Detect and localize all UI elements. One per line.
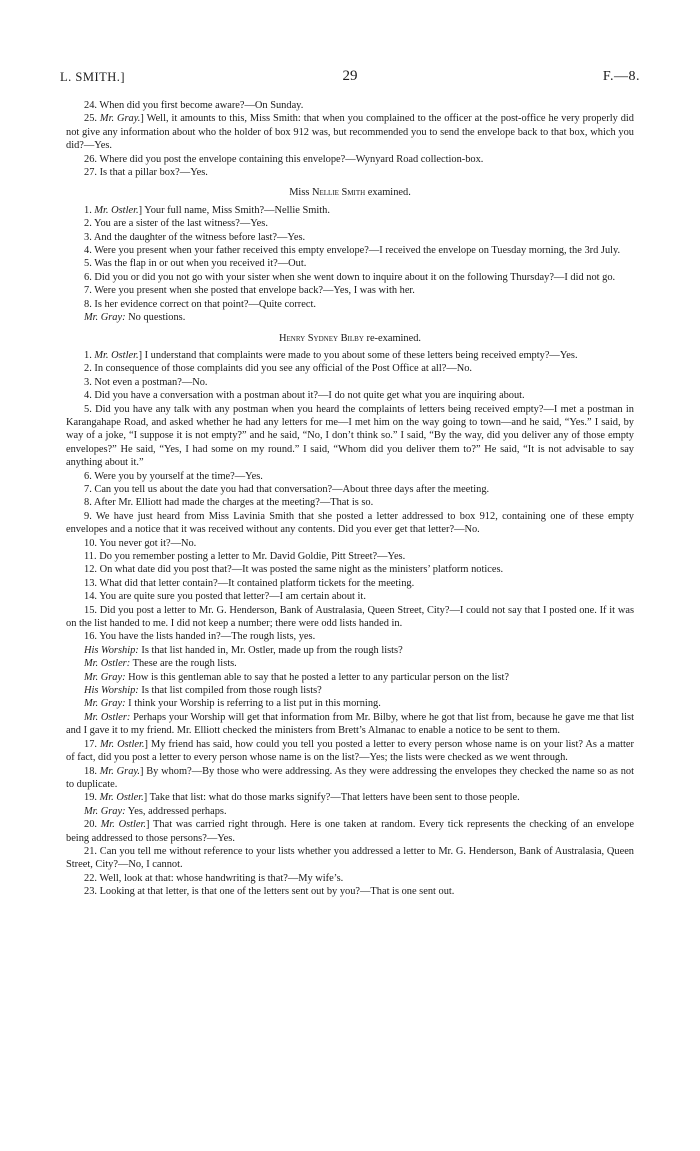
question-6: 6. Did you or did you not go with your sister when she went down to inquire about it on the following Thursday?—I did not go. — [84, 271, 616, 283]
question-16: 16. You have the lists handed in?—The rough lists, yes. — [84, 631, 316, 643]
interjection-text: No questions. — [125, 312, 186, 324]
question-11: 11. Do you remember posting a letter to Mr. David Goldie, Pitt Street?—Yes. — [84, 551, 406, 562]
speaker: Mr. Ostler: — [84, 658, 131, 670]
question-text: ] I understand that complaints were made to you about some of these letters being received empty?—Yes. — [138, 349, 578, 361]
heading-suffix: re-examined. — [363, 332, 422, 344]
question-text: ] That was carried right through. Here is one taken at random. Every tick represents the checking of an envelope being addressed to those persons?—Yes. — [66, 819, 634, 844]
speaker: Mr. Ostler. — [94, 204, 139, 216]
interjection-text: I think your Worship is referring to a list put in this morning. — [125, 698, 381, 710]
interjection-text: Yes, addressed perhaps. — [125, 805, 227, 817]
question-number: 1. — [84, 204, 95, 216]
question-text: ] Well, it amounts to this, Miss Smith: that when you complained to the officer at the post-office he very properly did not give any information about who the holder of box 912 was, but recommended you to send the envelope back to that box, which you did?—Yes. — [66, 113, 634, 152]
speaker: Mr. Gray. — [99, 113, 141, 125]
speaker: Mr. Ostler: — [84, 711, 131, 723]
question-24: 24. When did you first become aware?—On Sunday. — [84, 100, 304, 111]
speaker: Mr. Ostler. — [100, 819, 147, 831]
question-17 — [66, 738, 634, 765]
interjection-text: Is that list compiled from those rough lists? — [138, 685, 322, 697]
speaker: Mr. Gray: — [84, 312, 126, 324]
question-15: 15. Did you post a letter to Mr. G. Henderson, Bank of Australasia, Queen Street, City?—I could not say that I posted one. If it was on the list handed to me. I did not keep a number; there were odd lists handed in. — [66, 604, 634, 630]
question-number: 17. — [84, 738, 100, 750]
interjection — [66, 805, 634, 818]
question-1 — [66, 349, 634, 362]
interjection-text: Perhaps your Worship will get that information from Mr. Bilby, where he got that list from, because he gave me that list and I gave it to my friend. Mr. Elliott checked the ministers from Brett’s Almanac to enable a notice to be sent to them. — [66, 711, 634, 737]
question-26: 26. Where did you post the envelope containing this envelope?—Wynyard Road collection-box. — [84, 153, 484, 165]
question-20 — [66, 818, 634, 845]
question-27: 27. Is that a pillar box?—Yes. — [84, 167, 208, 179]
interjection — [66, 311, 634, 324]
page-header — [60, 70, 640, 92]
question-23: 23. Looking at that letter, is that one of the letters sent out by you?—That is one sent out. — [84, 886, 455, 898]
section-heading-henry-sydney-bilby — [66, 332, 634, 345]
question-text: ] Take that list: what do those marks signify?—That letters have been sent to those people. — [143, 792, 520, 804]
question-10: 10. You never got it?—No. — [84, 537, 197, 549]
question-7: 7. Can you tell us about the date you had that conversation?—About three days after the meeting. — [84, 483, 490, 495]
page-body — [66, 99, 634, 899]
heading-suffix: examined. — [365, 187, 411, 199]
speaker: Mr. Gray: — [84, 698, 126, 710]
speaker: Mr. Ostler. — [99, 792, 144, 804]
interjection — [66, 657, 634, 670]
question-number: 19. — [84, 792, 100, 804]
speaker: Mr. Ostler. — [99, 738, 145, 750]
question-3: 3. Not even a postman?—No. — [84, 376, 208, 388]
question-13: 13. What did that letter contain?—It contained platform tickets for the meeting. — [84, 577, 415, 589]
question-25 — [66, 112, 634, 152]
question-number: 1. — [84, 349, 95, 361]
question-14: 14. You are quite sure you posted that letter?—I am certain about it. — [84, 591, 366, 603]
page-number: 29 — [342, 68, 358, 84]
question-8: 8. Is her evidence correct on that point?—Quite correct. — [84, 298, 316, 310]
question-text: ] Your full name, Miss Smith?—Nellie Smith. — [138, 204, 330, 216]
question-12: 12. On what date did you post that?—It was posted the same night as the ministers’ platform notices. — [84, 564, 504, 576]
question-4: 4. Were you present when your father received this empty envelope?—I received the envelope on Tuesday morning, the 3rd July. — [84, 245, 621, 257]
question-5: 5. Did you have any talk with any postman when you heard the complaints of letters being received empty?—I met a postman in Karangahape Road, and asked whether he had any letters for me—I met him on the way going to town—and he said, “Yes.” I said, by way of a joke, “I suppose it is not empty?” and he said, “No, I don’t think so.” I said, “By the way, did you deliver any of those empty envelopes?” He said, “Yes, I had some on my round.” I said, “Whom did you deliver them to?” He said, “It is not advisable to say anything about it.” — [66, 403, 634, 469]
interjection — [66, 684, 634, 697]
question-6: 6. Were you by yourself at the time?—Yes. — [84, 470, 263, 482]
interjection — [66, 697, 634, 710]
question-2: 2. In consequence of those complaints did you see any official of the Post Office at all?—No. — [84, 363, 473, 375]
speaker: Mr. Gray: — [84, 671, 126, 683]
question-number: 20. — [84, 819, 101, 831]
speaker: His Worship: — [84, 685, 139, 697]
question-19 — [66, 791, 634, 804]
speaker: Mr. Gray. — [99, 765, 141, 777]
header-paper-reference: F.—8. — [602, 69, 640, 84]
question-22: 22. Well, look at that: whose handwriting is that?—My wife’s. — [84, 872, 344, 884]
question-3: 3. And the daughter of the witness before last?—Yes. — [84, 231, 306, 243]
speaker: Mr. Ostler. — [94, 349, 139, 361]
speaker: His Worship: — [84, 644, 139, 656]
section-heading-nellie-smith — [66, 186, 634, 199]
question-18 — [66, 765, 634, 792]
heading-prefix: Miss — [289, 187, 312, 199]
question-5: 5. Was the flap in or out when you received it?—Out. — [84, 258, 307, 270]
question-text: ] My friend has said, how could you tell you posted a letter to every person whose name is on your list? As a matter of fact, did you post a letter to every person whose name is on the list?—Yes; the lists were checked as we went through. — [66, 738, 634, 764]
question-number: 18. — [84, 765, 100, 777]
interjection — [66, 644, 634, 657]
question-number: 25. — [84, 113, 100, 125]
witness-name: Nellie Smith — [312, 187, 366, 199]
question-9: 9. We have just heard from Miss Lavinia Smith that she posted a letter addressed to box 912, containing one of these empty envelopes and a notice that it was received without any contents. Did you ever get that letter?—No. — [66, 510, 634, 536]
interjection-text: How is this gentleman able to say that he posted a letter to any particular person on the list? — [125, 671, 510, 683]
witness-name: Henry Sydney Bilby — [278, 332, 364, 344]
question-7: 7. Were you present when she posted that envelope back?—Yes, I was with her. — [84, 285, 415, 297]
question-21: 21. Can you tell me without reference to your lists whether you addressed a letter to Mr. G. Henderson, Bank of Australasia, Queen Street, City?—No, I cannot. — [66, 845, 634, 871]
question-4: 4. Did you have a conversation with a postman about it?—I do not quite get what you are inquiring about. — [84, 390, 525, 402]
interjection — [66, 711, 634, 738]
interjection-text: Is that list handed in, Mr. Ostler, made up from the rough lists? — [138, 644, 403, 656]
question-text: ] By whom?—By those who were addressing. As they were addressing the envelopes they checked the name so as not to duplicate. — [66, 765, 635, 790]
interjection-text: These are the rough lists. — [130, 658, 237, 670]
question-8: 8. After Mr. Elliott had made the charges at the meeting?—That is so. — [84, 497, 374, 509]
interjection — [66, 671, 634, 684]
question-2: 2. You are a sister of the last witness?—Yes. — [84, 218, 268, 230]
question-1 — [66, 204, 634, 217]
header-witness-name: L. SMITH.] — [60, 70, 126, 84]
speaker: Mr. Gray: — [84, 805, 126, 817]
